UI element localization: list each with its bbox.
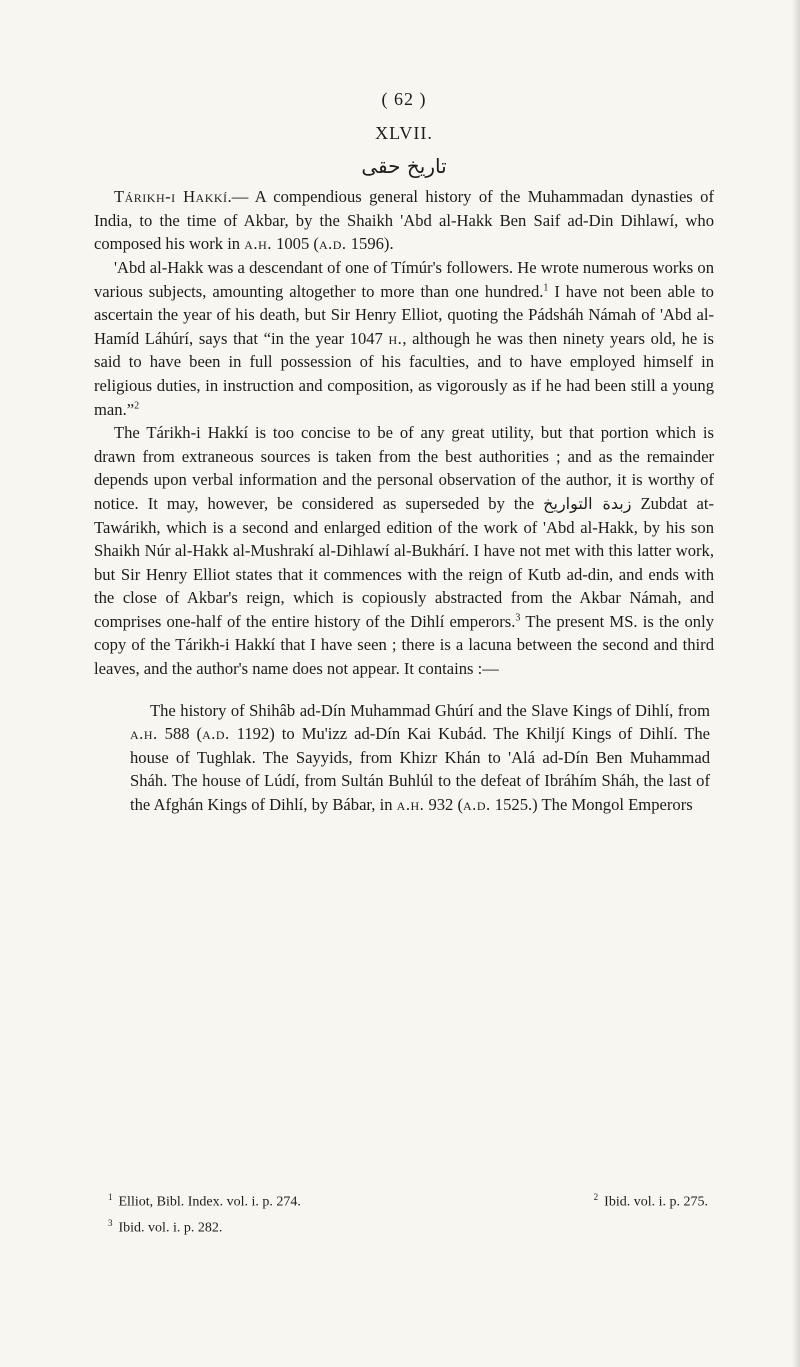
contents-paragraph — [94, 699, 714, 817]
footnote-1-text: Elliot, Bibl. Index. vol. i. p. 274. — [118, 1194, 301, 1210]
footnote-2-text: Ibid. vol. i. p. 275. — [604, 1194, 708, 1210]
p3-text-a: The Tárikh-i Hakkí is too concise to be of any great utility, but that portion which is drawn from extraneous sources is taken from the best authorities ; and as the remainder depends upon verbal information and the personal observation of the author, it is worthy of notice. It may, however, be considered as superseded by the — [94, 423, 714, 513]
p3-text-b: Zubdat at-Tawárikh, which is a second and enlarged edition of the work of 'Abd al-Hakk, by his son Shaikh Núr al-Hakk al-Mushrakí al-Dihlawí al-Bukhárí. I have not met with this latter work, but Sir Henry Elliot states that it commences with the reign of Kutb ad-din, and ends with the close of Akbar's reign, which is copiously abstracted from the Akbar Námah, and comprises one-half of the entire history of the Dihlí emperors. — [94, 493, 714, 631]
contents-ah1: 588 ( — [157, 724, 203, 744]
page-body — [94, 88, 714, 817]
contents-text-b: 1192) to Mu'izz ad-Dín Kai Kubád. The Khiljí Kings of Dihlí. The house of Tughlak. The Sayyids, from Khizr Khán to 'Alá ad-Dín Ben Muhammad Sháh. The house of Lúdí, from Sultán Buhlúl to the defeat of Ibráhím Sháh, the last of the Afghán Kings of Dihlí, by Bábar, in — [130, 724, 710, 815]
page-number: ( 62 ) — [381, 89, 427, 109]
date-ad-label: a.d. — [318, 234, 347, 254]
footnote-row-1 — [108, 1187, 708, 1213]
date-ah: 1005 — [276, 234, 310, 254]
date-ah-label: a.h. — [244, 234, 272, 254]
arabic-inline-title: زبدة التواریخ — [543, 493, 632, 513]
date-close: ). — [383, 234, 394, 254]
footnote-2 — [594, 1187, 708, 1213]
p2-h-label: h. — [388, 328, 403, 348]
paragraph-assessment — [94, 421, 714, 681]
footnote-ref-1: 1 — [543, 282, 549, 294]
footnote-1 — [108, 1187, 301, 1213]
p3-text-c: The present MS. is the only copy of the Tárikh-i Hakkí that I have seen ; there is a lacuna between the second and third leaves, and the author's name does not appear. It contains :— — [94, 611, 715, 679]
footnotes — [108, 1187, 708, 1238]
footnote-3-text: Ibid. vol. i. p. 282. — [118, 1220, 223, 1236]
date-ad: 1596 — [350, 234, 384, 254]
page-edge-shadow — [792, 0, 800, 1367]
entry-text: .— A compendious general history of the Muhammadan dynasties of India, to the time of Akbar, by the Shaikh 'Abd al-Hakk Ben Saif ad-Din Dihlawí, who composed his work in — [94, 187, 714, 254]
footnote-3 — [108, 1213, 222, 1239]
contents-ad2-label: a.d. — [463, 795, 491, 815]
arabic-title: تاریخ حقی — [361, 154, 447, 179]
contents-text-a: The history of Shihâb ad-Dín Muhammad Ghúrí and the Slave Kings of Dihlí, from — [150, 700, 710, 720]
paragraph-biography — [94, 256, 714, 421]
contents-ah2: 932 ( — [424, 795, 464, 815]
p2-text-a: 'Abd al-Hakk was a descendant of one of Tímúr's followers. He wrote numerous works on various subjects, amounting altogether to more than one hundred. — [94, 257, 714, 301]
entry-paragraph — [94, 185, 714, 256]
contents-ad1-label: a.d. — [202, 724, 230, 744]
footnote-1-mark: 1 — [108, 1192, 113, 1202]
section-heading: XLVII. — [375, 122, 433, 143]
p2-text-b: I have not been able to ascertain the year of his death, but Sir Henry Elliot, quoting the Pádsháh Námah of 'Abd al-Hamíd Láhúrí, says that “in the year 1047 — [94, 281, 714, 348]
contents-text-c: 1525.) The Mongol Emperors — [490, 795, 693, 815]
footnote-ref-3: 3 — [515, 612, 521, 624]
footnote-row-2 — [108, 1213, 708, 1239]
footnote-ref-2: 2 — [134, 400, 140, 411]
contents-ah2-label: a.h. — [396, 795, 425, 815]
footnote-3-mark: 3 — [108, 1217, 113, 1228]
entry-title-part2: Hakkí — [183, 187, 228, 207]
p2-text-c: , although he was then ninety years old, he is said to have been in full possession of his faculties, and to have employed himself in religious duties, in instruction and composition, as vigorously as if he had been still a young man.” — [94, 328, 714, 419]
entry-title-part1: Tárikh-i — [114, 187, 176, 207]
footnote-2-mark: 2 — [593, 1192, 599, 1202]
date-open: ( — [309, 234, 319, 254]
contents-ah1-label: a.h. — [130, 724, 158, 744]
